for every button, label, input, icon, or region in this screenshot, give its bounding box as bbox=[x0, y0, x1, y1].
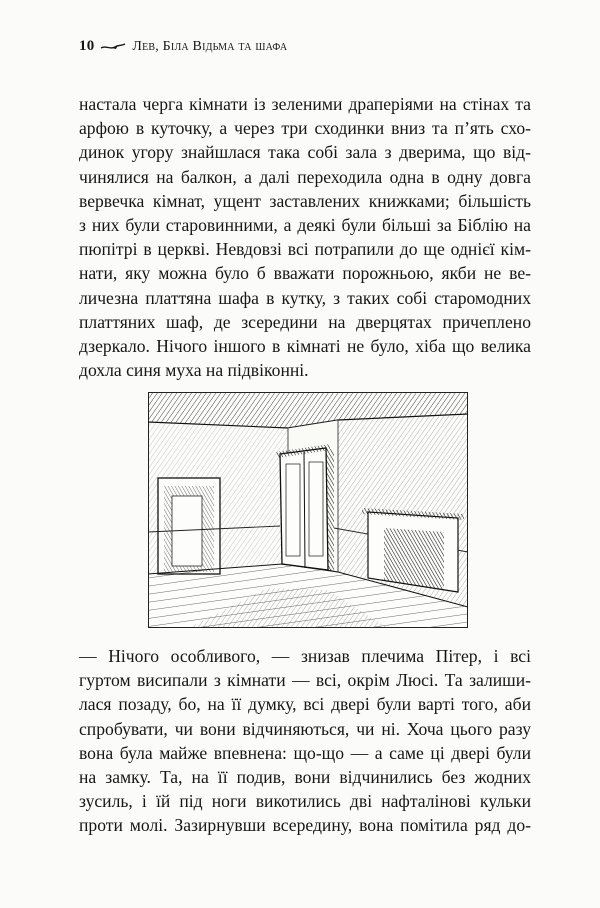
text-line: платтяних шаф, де зсередини на дверцятах причеплено bbox=[79, 311, 531, 332]
text-line: динок угору знайшлася така собі зала з дверима, що від- bbox=[79, 142, 531, 163]
text-line: — Нічого особливого, — знизав плечима Пітер, і всі bbox=[79, 646, 531, 666]
text-line: з них були старовинними, а деякі були більші за Біблію на bbox=[79, 215, 531, 236]
text-line: дзеркало. Нічого іншого в кімнаті не було, хіба що велика bbox=[79, 336, 531, 357]
text-line: вервечка кімнат, ущент заставлених книжками; більшість bbox=[79, 190, 531, 211]
text-line: личезна платтяна шафа в кутку, з таких собі старомодних bbox=[79, 287, 531, 308]
text-line: настала черга кімнати із зеленими драперіями на стінах та bbox=[79, 94, 531, 114]
text-line: нати, яку можна було б вважати порожньою, якби не ве- bbox=[79, 263, 531, 284]
page-number: 10 bbox=[79, 38, 95, 54]
room-illustration bbox=[148, 392, 468, 628]
text-line: лася позаду, бо, на її думку, всі двері були варті того, аби bbox=[79, 694, 531, 715]
text-line: гуртом висипали з кімнати — всі, окрім Люсі. Та залиши- bbox=[79, 670, 531, 691]
text-line: вона була майже впевнена: що-що — а саме ці двері були bbox=[79, 742, 531, 763]
text-line: пюпітрі в церкві. Невдовзі всі потрапили до ще однієї кім- bbox=[79, 239, 531, 260]
text-line: спробувати, чи вони відчиняються, чи ні. Хоча цього разу bbox=[79, 718, 531, 739]
text-line: дохла синя муха на підвіконні. bbox=[79, 360, 309, 381]
text-line: арфою в куточку, а через три сходинки вниз та п’ять схо- bbox=[79, 118, 531, 139]
text-line: на замку. Та, на її подив, вони відчинились без жодних bbox=[79, 767, 531, 788]
ornament-icon bbox=[100, 42, 126, 52]
text-line: проти молі. Зазирнувши всередину, вона помітила ряд до- bbox=[79, 815, 531, 836]
paragraph-1 bbox=[79, 92, 531, 382]
paragraph-2 bbox=[79, 644, 531, 838]
running-header bbox=[79, 38, 287, 55]
text-line: зусиль, і їй під ноги викотились дві нафталінові кульки bbox=[79, 791, 531, 812]
text-line: чинялися на балкон, а далі переходила одна в одну довга bbox=[79, 166, 531, 187]
running-title: Лев, Біла Відьма та шафа bbox=[132, 38, 288, 54]
